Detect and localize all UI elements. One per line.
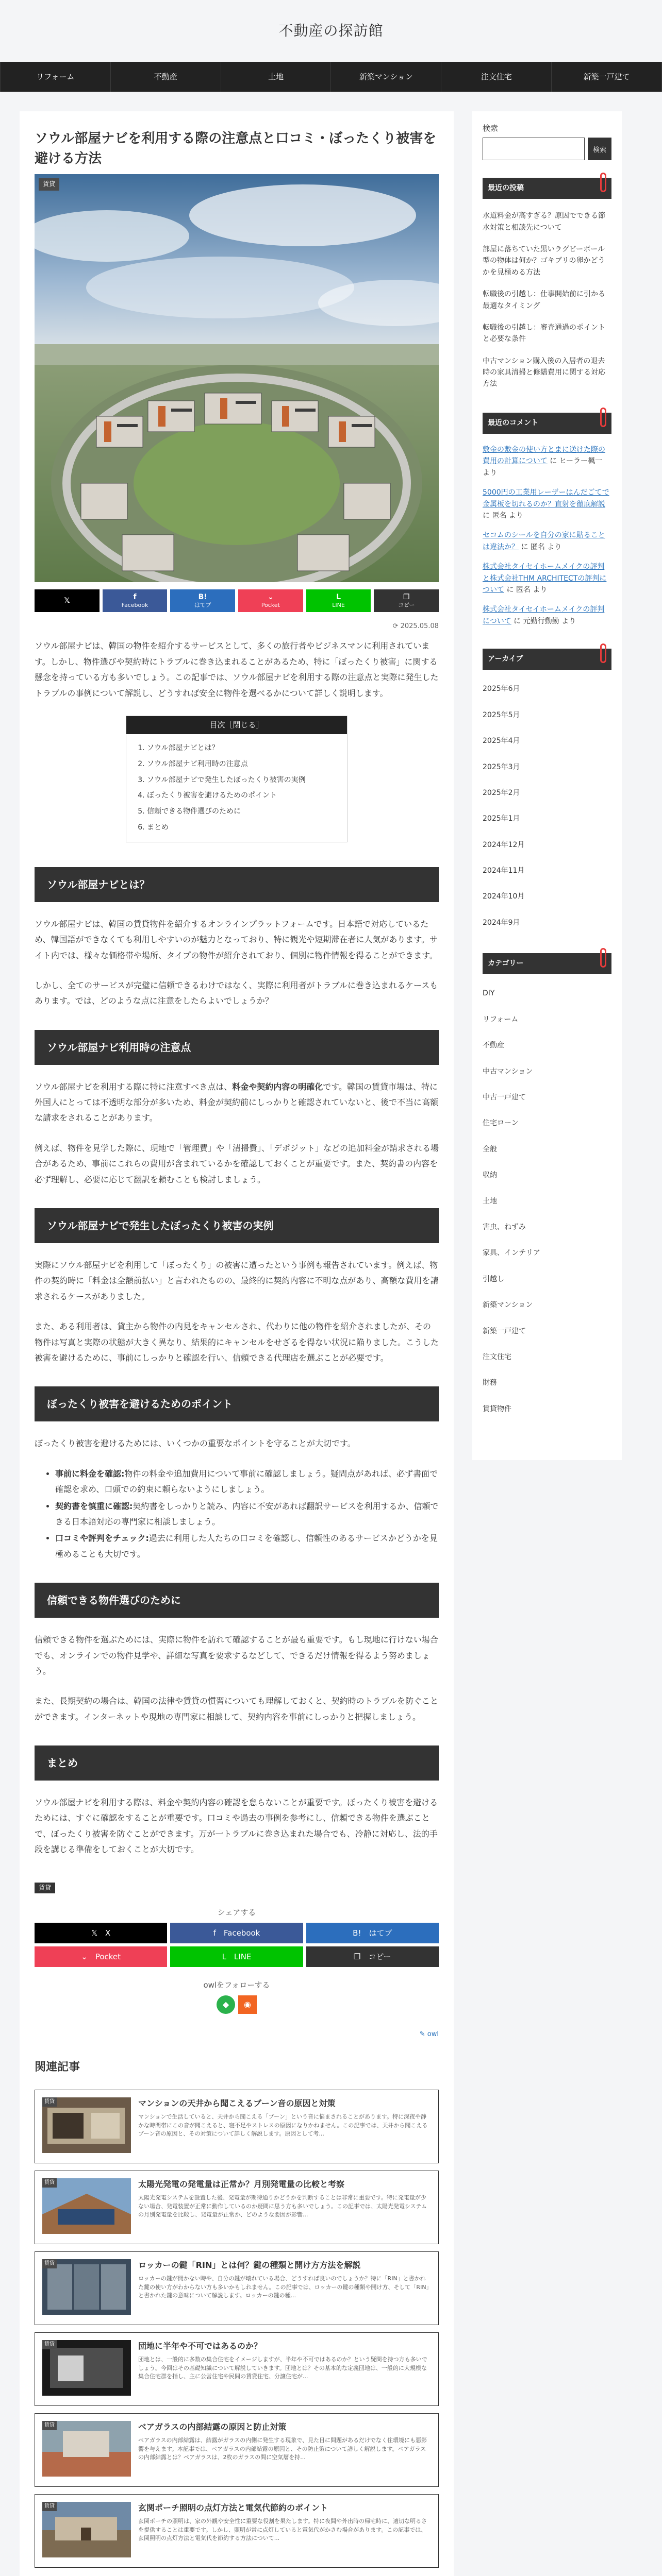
recent-comment-item: 株式会社タイセイホームメイクの評判と株式会社THM ARCHITECTの評判について に 匿名 より [483,563,607,594]
rss-icon[interactable]: ◉ [238,1995,257,2014]
section-heading: まとめ [35,1745,439,1781]
category-link[interactable]: 害虫、ねずみ [483,1223,526,1231]
archive-link[interactable]: 2025年6月 [483,685,520,693]
archive-link[interactable]: 2024年9月 [483,918,520,927]
paragraph: ぼったくり被害を避けるためには、いくつかの重要なポイントを守ることが大切です。 [35,1438,356,1449]
recent-comment-post-link[interactable]: 敷金の敷金の使い方とまに送けた際の費用の計算について [483,446,605,466]
archives-widget [483,649,611,936]
share-x-button[interactable] [35,589,100,612]
share-hatebu-button[interactable]: B! はてブ [170,589,235,612]
search-button[interactable]: 検索 [588,138,611,160]
points-list [35,1466,439,1562]
toc-item[interactable]: 1. ソウル部屋ナビとは？ [147,740,337,756]
paragraph: ソウル部屋ナビを利用する際に特に注意すべき点は、料金や契約内容の明確化です。韓国の賃貸市場は、特に外国人にとっては不透明な部分が多いため、料金が契約前にしっかりと確認されていないと、後で不当に高額な請求をされることがあります。 [35,1081,439,1123]
related-snippet: 太陽光発電システムを設置した後、発電量が期待通りかどうかを判断することは非常に重要です。特に発電量が少ない場合、発電装置が正常に動作しているのか疑問に思う方も多いでしょう。この記事では、太陽光発電システムの月別発電量を比較し、発電量が正常か、どのような要因が影響... [138,2194,427,2218]
paragraph: 信頼できる物件を選ぶためには、実際に物件を訪れて確認することが最も重要です。もし現地に行けない場合でも、オンラインでの物件見学や、詳細な写真を要求するなどして、できるだけ情報を得るよう努めましょう。 [35,1635,438,1676]
share-copy-button[interactable]: ❐ コピー [374,589,439,612]
related-thumbnail [42,2178,131,2234]
category-link[interactable]: 中古一戸建て [483,1093,526,1101]
paperclip-icon [600,948,606,968]
related-category: 賃貸 [42,2097,57,2107]
recent-post-link[interactable]: 中古マンション購入後の入居者の退去時の家具清掃と修繕費用に関する対応方法 [483,357,605,388]
category-link[interactable]: 収納 [483,1171,497,1180]
section-heading: ぼったくり被害を避けるためのポイント [35,1386,439,1421]
related-card[interactable] [35,2494,439,2568]
paperclip-icon [600,643,606,663]
nav-item-new-detached[interactable]: 新築一戸建て [552,62,662,92]
related-thumbnail [42,2421,131,2477]
categories-title: カテゴリー [483,953,611,974]
related-thumbnail [42,2502,131,2557]
related-snippet: マンションで生活していると、天井から聞こえる「ブーン」という音に悩まされることがあります。特に深夜や静かな時間帯にこの音が聞こえると、寝不足やストレスの原因になりかねません。この記事では、天井から聞こえるブーン音の原因と、その対策について詳しく解説します。原因として考... [138,2113,428,2138]
paragraph: 例えば、物件を見学した際に、現地で「管理費」や「清掃費」、「デポジット」などの追加料金が請求される場合があるため、事前にこれらの費用が含まれているかを確認しておくことが重要です。また、契約書の内容を必ず理解し、必要に応じて翻訳を頼むことも検討しましょう。 [35,1143,439,1184]
share-x-button[interactable]: 𝕏 X [35,1923,167,1943]
share-buttons-top [35,589,439,612]
search-input[interactable] [483,138,585,160]
recent-comment-post-link[interactable]: セコムのシールを自分の家に貼ることは違法か？ [483,531,605,551]
paragraph: ソウル部屋ナビは、韓国の賃貸物件を紹介するオンラインプラットフォームです。日本語で対応しているため、韓国語ができなくても利用しやすいのが魅力となっており、特に観光や短期滞在者に人気があります。サイト内では、様々な価格帯や場所、タイプの物件が紹介されており、個別に物件情報を得ることができます。 [35,919,438,960]
category-link[interactable]: 住宅ローン [483,1119,519,1128]
aerial-housing-photo [35,174,439,582]
related-category: 賃貸 [42,2259,57,2268]
search-widget-title: 検索 [483,124,499,133]
archive-link[interactable]: 2025年3月 [483,762,520,771]
share-facebook-button[interactable]: f Facebook [170,1923,303,1943]
paperclip-icon [600,173,606,192]
global-nav [0,62,662,92]
section-heading: ソウル部屋ナビで発生したぼったくり被害の実例 [35,1208,439,1243]
related-title: マンションの天井から聞こえるブーン音の原因と対策 [138,2098,336,2109]
recent-comment-item: 株式会社タイセイホームメイクの評判について に 元勤行動勤 より [483,605,605,625]
toc-item[interactable]: 3. ソウル部屋ナビで発生したぼったくり被害の実例 [147,772,337,788]
intro-paragraph: ソウル部屋ナビは、韓国の物件を紹介するサービスとして、多くの旅行者やビジネスマンに利用されています。しかし、物件選びや契約時にトラブルに巻き込まれることがあるため、特に「ぼったくり被害」に関する懸念を持っている方も多いでしょう。この記事では、ソウル部屋ナビを利用する際の注意点と実際に発生したトラブルの事例について解説し、どうすれば安全に物件を選べるかについて詳しく説明します。 [35,641,439,698]
recent-post-link[interactable]: 転職後の引越し：仕事開始前に引かる最適なタイミング [483,290,605,310]
related-thumbnail [42,2340,131,2396]
recent-comments-widget [483,413,611,631]
feedly-icon[interactable]: ◆ [217,1995,235,2014]
point-item: • 事前に料金を確認:物件の料金や追加費用について事前に確認しましょう。疑問点があれば、必ず書面で確認を求め、口頭での約束に頼らないようにしましょう。 [55,1466,439,1498]
site-header [0,0,662,62]
share-pocket-button[interactable]: ⌄ Pocket [238,589,303,612]
related-title: 団地に半年や不可ではあるのか？ [138,2341,262,2351]
recent-comment-item: 5000円の工業用レーザーはんだごてで金属板を切れるのか？直射を徹底解説 に 匿名 より [483,488,609,520]
archive-link[interactable]: 2025年1月 [483,815,520,823]
paragraph: しかし、全てのサービスが完璧に信頼できるわけではなく、実際に利用者がトラブルに巻き込まれるケースもあります。では、どのような点に注意をしたらよいでしょうか？ [35,980,438,1006]
category-link[interactable]: 新築一戸建て [483,1327,526,1335]
search-widget [483,122,611,160]
nav-item-reform[interactable]: リフォーム [0,62,111,92]
toc-item[interactable]: 6. まとめ [147,820,337,836]
archive-link[interactable]: 2024年10月 [483,892,525,901]
archive-link[interactable]: 2025年2月 [483,788,520,797]
archives-title: アーカイブ [483,649,611,670]
archive-link[interactable]: 2025年4月 [483,737,520,745]
related-title: 太陽光発電の発電量は正常か？月別発電量の比較と考察 [138,2179,345,2190]
copy-icon: ❐ [403,592,410,601]
related-snippet: 団地とは、一般的に多数の集合住宅をイメージしますが、半年や不可ではあるのか？という疑問を持つ方も多いでしょう。今回はその基礎知識について解説していきます。団地とは？その基本的な定義団地は、一般的に大規模な集合住宅群を指し、主に公営住宅や民間の賃貸住宅、分譲住宅が... [138,2356,427,2380]
related-snippet: 玄関ポーチの照明は、家の外観や安全性に重要な役割を果たします。特に夜間や外出時の帰宅時に、適切な明るさを提供することは重要です。しかし、照明が常に点灯していると電気代がかさむ場合があります。この記事では、玄関照明の点灯方法と電気代を節約する方法について... [138,2518,427,2542]
x-icon: 𝕏 [64,596,70,605]
category-link[interactable]: 全般 [483,1145,497,1154]
related-category: 賃貸 [42,2178,57,2188]
recent-comment-post-link[interactable]: 株式会社タイセイホームメイクの評判と株式会社THM ARCHITECTの評判について [483,563,607,594]
share-copy-button[interactable]: ❐ コピー [306,1946,439,1967]
category-tag[interactable]: 賃貸 [35,1883,55,1894]
content-container [0,92,662,2576]
category-link[interactable]: 不動産 [483,1041,504,1050]
post-date: ⟳ 2025.05.08 [392,622,439,630]
related-card[interactable] [35,2413,439,2487]
table-of-contents [126,716,347,842]
toc-item[interactable]: 5. 信頼できる物件選びのために [147,804,337,820]
related-category: 賃貸 [42,2502,57,2511]
follow-icons [35,1995,439,2014]
share-pocket-button[interactable]: ⌄ Pocket [35,1946,167,1967]
related-card[interactable] [35,2090,439,2163]
paragraph: ソウル部屋ナビを利用する際は、料金や契約内容の確認を怠らないことが重要です。ぼったくり被害を避けるためには、すぐに確認をすることが重要です。口コミや過去の事例を参考にし、信頼できる物件を選ぶことで、ぼったくり被害を防ぐことができます。万が一トラブルに巻き込まれた場合でも、冷静に対応し、法的手段を講じる準備をしておくことが大切です。 [35,1798,438,1855]
recent-posts-widget [483,178,611,395]
categories-widget [483,953,611,1422]
recent-comment-item: 敷金の敷金の使い方とまに送けた際の費用の計算について に ヒーラー楓一 より [483,446,605,477]
share-bottom-title: シェアする [217,1908,256,1918]
related-card[interactable] [35,2251,439,2325]
recent-post-link[interactable]: 部屋に落ちていた黒いラグビーボール型の物体は何か？ゴキブリの卵かどうかを見極める方法 [483,245,605,277]
facebook-icon: f [133,592,137,601]
toc-item[interactable]: 4. ぼったくり被害を避けるためのポイント [147,788,337,804]
category-link[interactable]: 家具、インテリア [483,1249,540,1258]
paragraph: また、長期契約の場合は、韓国の法律や賃貸の慣習についても理解しておくと、契約時のトラブルを防ぐことができます。インターネットや現地の専門家に相談して、契約内容を事前にしっかりと把握しましょう。 [35,1696,439,1722]
follow-title: owlをフォローする [203,1980,270,1990]
category-link[interactable]: 注文住宅 [483,1352,511,1361]
toc-item[interactable]: 2. ソウル部屋ナビ利用時の注意点 [147,756,337,772]
category-link[interactable]: 財務 [483,1379,497,1387]
nav-item-real-estate[interactable]: 不動産 [111,62,221,92]
related-category: 賃貸 [42,2340,57,2349]
hatebu-icon: B! [198,592,207,601]
line-icon: L [336,592,341,601]
section-heading: 信頼できる物件選びのために [35,1583,439,1618]
related-thumbnail [42,2097,131,2153]
category-link[interactable]: 中古マンション [483,1067,533,1076]
category-link[interactable]: リフォーム [483,1015,519,1024]
related-thumbnail [42,2259,131,2315]
share-line-button[interactable]: L LINE [170,1946,303,1967]
nav-item-new-mansion[interactable]: 新築マンション [331,62,441,92]
eyecatch-category-label[interactable]: 賃貸 [39,178,59,191]
paragraph: 実際にソウル部屋ナビを利用して「ぼったくり」の被害に遭ったという事例も報告されています。例えば、物件の契約時に「料金は全額前払い」と言われたものの、最終的に契約内容に不明な点があり、高額な費用を請求されるケースがありました。 [35,1260,439,1301]
related-card[interactable] [35,2332,439,2406]
recent-comment-item: セコムのシールを自分の家に貼ることは違法か？ に 匿名 より [483,531,605,551]
point-item: • 口コミや評判をチェック:過去に利用した人たちの口コミを確認し、信頼性のあるサービスかどうかを見極めることも大切です。 [55,1531,439,1562]
archive-link[interactable]: 2024年12月 [483,840,525,849]
category-link[interactable]: 賃貸物件 [483,1404,511,1413]
related-card[interactable] [35,2171,439,2244]
author-link[interactable]: ✎ owl [419,2030,439,2039]
share-line-button[interactable]: L LINE [306,589,371,612]
section-heading: ソウル部屋ナビ利用時の注意点 [35,1030,439,1065]
archive-link[interactable]: 2024年11月 [483,867,525,875]
related-posts-title: 関連記事 [35,2060,80,2074]
recent-comment-post-link[interactable]: 株式会社タイセイホームメイクの評判について [483,605,605,625]
related-title: 玄関ポーチ照明の点灯方法と電気代節約のポイント [138,2503,328,2513]
paperclip-icon [600,408,606,427]
related-title: ベアガラスの内部結露の原因と防止対策 [138,2422,287,2432]
pocket-icon: ⌄ [267,592,274,601]
share-facebook-button[interactable]: f Facebook [103,589,168,612]
recent-comments-title: 最近のコメント [483,413,611,434]
category-link[interactable]: DIY [483,989,495,998]
recent-posts-title: 最近の投稿 [483,178,611,199]
category-link[interactable]: 引越し [483,1275,504,1283]
category-link[interactable]: 新築マンション [483,1301,533,1310]
main-column [20,111,454,2576]
archive-link[interactable]: 2025年5月 [483,710,520,719]
category-link[interactable]: 土地 [483,1197,497,1206]
share-hatebu-button[interactable]: B! はてブ [306,1923,439,1943]
site-title[interactable]: 不動産の探訪館 [278,22,384,39]
recent-post-link[interactable]: 水道料金が高すぎる？原因でできる節水対策と相談先について [483,212,605,232]
recent-comment-post-link[interactable]: 5000円の工業用レーザーはんだごてで金属板を切れるのか？直射を徹底解説 [483,488,609,509]
point-item: • 契約書を慎重に確認:契約書をしっかりと読み、内容に不安があれば翻訳サービスを利用するか、信頼できる日本語対応の専門家に相談しましょう。 [55,1499,439,1530]
entry-content [35,638,439,1857]
recent-post-link[interactable]: 転職後の引越し：審査通過のポイントと必要な条件 [483,323,605,344]
nav-item-custom-house[interactable]: 注文住宅 [441,62,552,92]
share-buttons-bottom [35,1923,439,1967]
related-snippet: ペアガラスの内部結露は、結露がガラスの内側に発生する現象で、見た目に問題があるだけでなく住環境にも悪影響を与えます。本記事では、ペアガラスの内部結露の原因と、その防止策について詳しく解説します。ペアガラスの内部結露とは？ペアガラスは、2枚のガラスの間に空気層を持... [138,2437,427,2461]
section-heading: ソウル部屋ナビとは？ [35,867,439,902]
article-title: ソウル部屋ナビを利用する際の注意点と口コミ・ぼったくり被害を避ける方法 [35,131,437,166]
related-category: 賃貸 [42,2421,57,2430]
related-title: ロッカーの鍵「RIN」とは何？鍵の種類と開け方方法を解説 [138,2260,361,2270]
related-snippet: ロッカーの鍵が開かない時や、自分の鍵が壊れている場合、どうすれば良いのでしょうか？特に「RIN」と書かれた鍵の使い方がわからない方も多いかもしれません。この記事では、ロッカーの鍵の種類や開け方、そして「RIN」と書かれた鍵の意味について解説します。ロッカーの鍵の種... [138,2275,429,2299]
sidebar [472,111,622,1460]
paragraph: また、ある利用者は、貸主から物件の内見をキャンセルされ、代わりに他の物件を紹介されましたが、その物件は写真と実際の状態が大きく異なり、結果的にキャンセルをせざるを得ない状況に陥りました。こうした被害を避けるために、事前にしっかりと確認を行い、信頼できる代理店を選ぶことが必要です。 [35,1321,439,1363]
nav-item-land[interactable]: 土地 [221,62,332,92]
eyecatch-image [35,174,439,582]
toc-title[interactable]: 目次［閉じる］ [126,716,347,734]
